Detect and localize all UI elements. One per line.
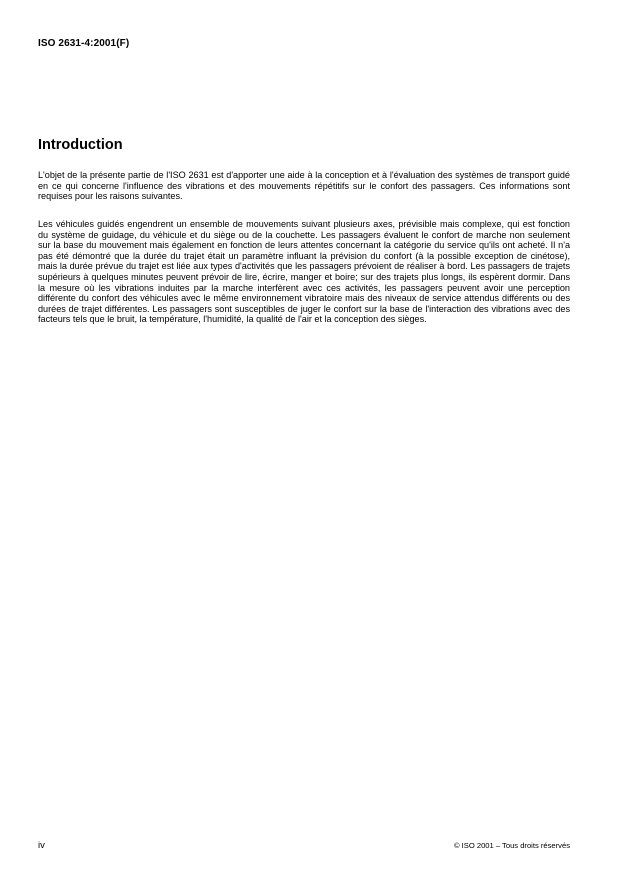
intro-paragraph-1: L'objet de la présente partie de l'ISO 2631 est d'apporter une aide à la conception et à l'évaluation des systèmes de transport guidé en ce qui concerne l'influence des vibrations et des mouvements répétitifs sur le confort des passagers. Ces informations sont requises pour les raisons suivantes. [38,170,570,202]
copyright-notice: © ISO 2001 – Tous droits réservés [453,841,570,850]
intro-paragraph-2: Les véhicules guidés engendrent un ensemble de mouvements suivant plusieurs axes, prévisible mais complexe, qui est fonction du système de guidage, du véhicule et du siège ou de la couchette. Les passagers évaluent le confort de marche non seulement sur la base du mouvement mais également en fonction de leurs attentes concernant la catégorie du service qu'ils ont acheté. Il n'a pas été démontré que la durée du trajet était un paramètre influant la prévision du confort (à la possible exception de cinétose), mais la durée prévue du trajet est liée aux types d'activités que les passagers prévoient de réaliser à bord. Les passagers de trajets supérieurs à quelques minutes peuvent prévoir de lire, écrire, manger et boire; sur des trajets plus longs, ils espèrent dormir. Dans la mesure où les vibrations induites par la marche interfèrent avec ces activités, les passagers peuvent avoir une perception différente du confort des véhicules avec le même environnement vibratoire mais des niveaux de service attendus différents ou des durées de trajet différentes. Les passagers sont susceptibles de juger le confort sur la base de l'interaction des vibrations avec des facteurs tels que le bruit, la température, l'humidité, la qualité de l'air et la conception des sièges. [38,219,570,325]
section-title: Introduction [38,137,123,153]
document-identifier: ISO 2631-4:2001(F) [38,38,130,49]
page-number: iv [38,840,45,851]
